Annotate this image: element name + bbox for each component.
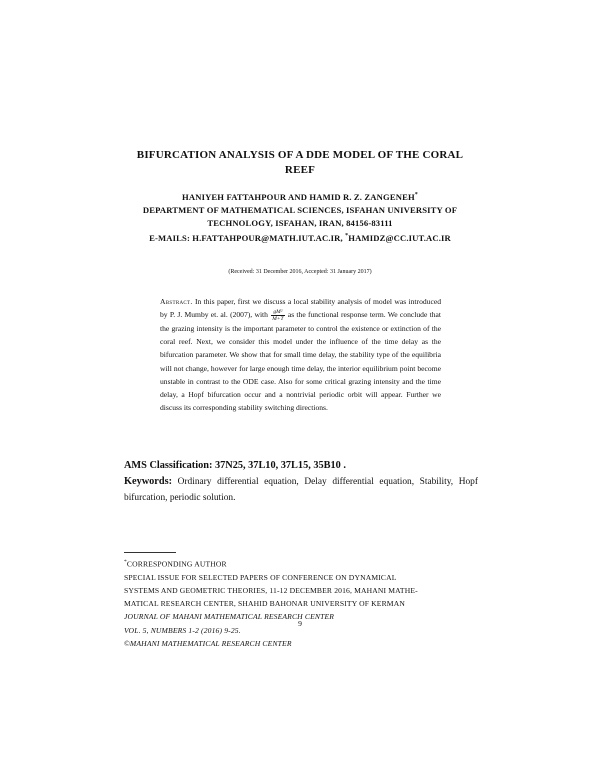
corresponding-author-note (124, 556, 478, 571)
abstract-text-after: as the functional response term. We conclude that the grazing intensity is the important parameter to control the existence or extinction of the coral reef. Next, we consider this model under the influence of the time delay as the bifurcation parameter. We show that for small time delay, the stability type of the equilibria will not change, however for large enough time delay, the interior equilibrium point become unstable in contrast to the ODE case. Also for some critical grazing intensity and the time delay, a Hopf bifurcation occur and a nontrivial periodic orbit will appear. Further we discuss its corresponding stability switching directions. (160, 310, 441, 413)
keywords (124, 474, 478, 506)
email-corresponding-mark: * (345, 233, 349, 240)
abstract-label: Abstract. (160, 297, 193, 306)
footnote-rule (124, 552, 176, 553)
emails-second: HAMIDZ@CC.IUT.AC.IR (348, 233, 451, 244)
volume-info: VOL. 5, NUMBERS 1-2 (2016) 9-25. (124, 625, 241, 635)
copyright-line: ©MAHANI MATHEMATICAL RESEARCH CENTER (124, 638, 292, 648)
author-block (110, 189, 490, 246)
received-accepted-dates: (Received: 31 December 2016, Accepted: 31 January 2017) (228, 269, 372, 275)
affiliation-line-2: TECHNOLOGY, ISFAHAN, IRAN, 84156-83111 (207, 218, 393, 229)
affiliation-line-1: DEPARTMENT OF MATHEMATICAL SCIENCES, ISFAHAN UNIVERSITY OF (142, 205, 458, 216)
footnotes (124, 556, 478, 650)
corresponding-author-text: CORRESPONDING AUTHOR (126, 559, 227, 569)
fraction-numerator: gM² (271, 309, 284, 316)
keywords-text: Ordinary differential equation, Delay differential equation, Stability, Hopf bifurcation, periodic solution. (124, 477, 478, 503)
author-names-text: HANIYEH FATTAHPOUR AND HAMID R. Z. ZANGENEH (182, 191, 415, 202)
journal-name: JOURNAL OF MAHANI MATHEMATICAL RESEARCH CENTER (124, 612, 335, 622)
abstract (160, 295, 441, 414)
corresponding-mark: * (414, 192, 418, 198)
emails-text: E-MAILS: H.FATTAHPOUR@MATH.IUT.AC.IR, (149, 233, 346, 244)
special-issue-line-1: SPECIAL ISSUE FOR SELECTED PAPERS OF CONFERENCE ON DYNAMICAL (124, 572, 397, 582)
special-issue-line-2: SYSTEMS AND GEOMETRIC THEORIES, 11-12 DECEMBER 2016, MAHANI MATHE- (124, 585, 418, 595)
ams-classification (124, 460, 346, 471)
author-names (110, 189, 490, 204)
ams-label: AMS Classification: (124, 460, 213, 471)
special-issue-line-3: MATICAL RESEARCH CENTER, SHAHID BAHONAR UNIVERSITY OF KERMAN (124, 599, 405, 609)
functional-response-fraction (271, 309, 284, 322)
page-number: 9 (298, 619, 302, 628)
title-line-2: REEF (284, 164, 316, 176)
author-emails (110, 230, 490, 245)
abstract-text-before: In this paper, first we discuss a local stability analysis of model was introduced by P. J. Mumby et. al. (2007), with (160, 297, 441, 320)
fraction-denominator: M+T (272, 315, 284, 322)
footnote-mark: * (124, 559, 127, 565)
keywords-label: Keywords: (124, 476, 173, 487)
paper-title (110, 148, 490, 178)
title-line-1: BIFURCATION ANALYSIS OF A DDE MODEL OF THE CORAL (136, 149, 464, 161)
ams-codes: 37N25, 37L10, 37L15, 35B10 . (212, 460, 346, 471)
